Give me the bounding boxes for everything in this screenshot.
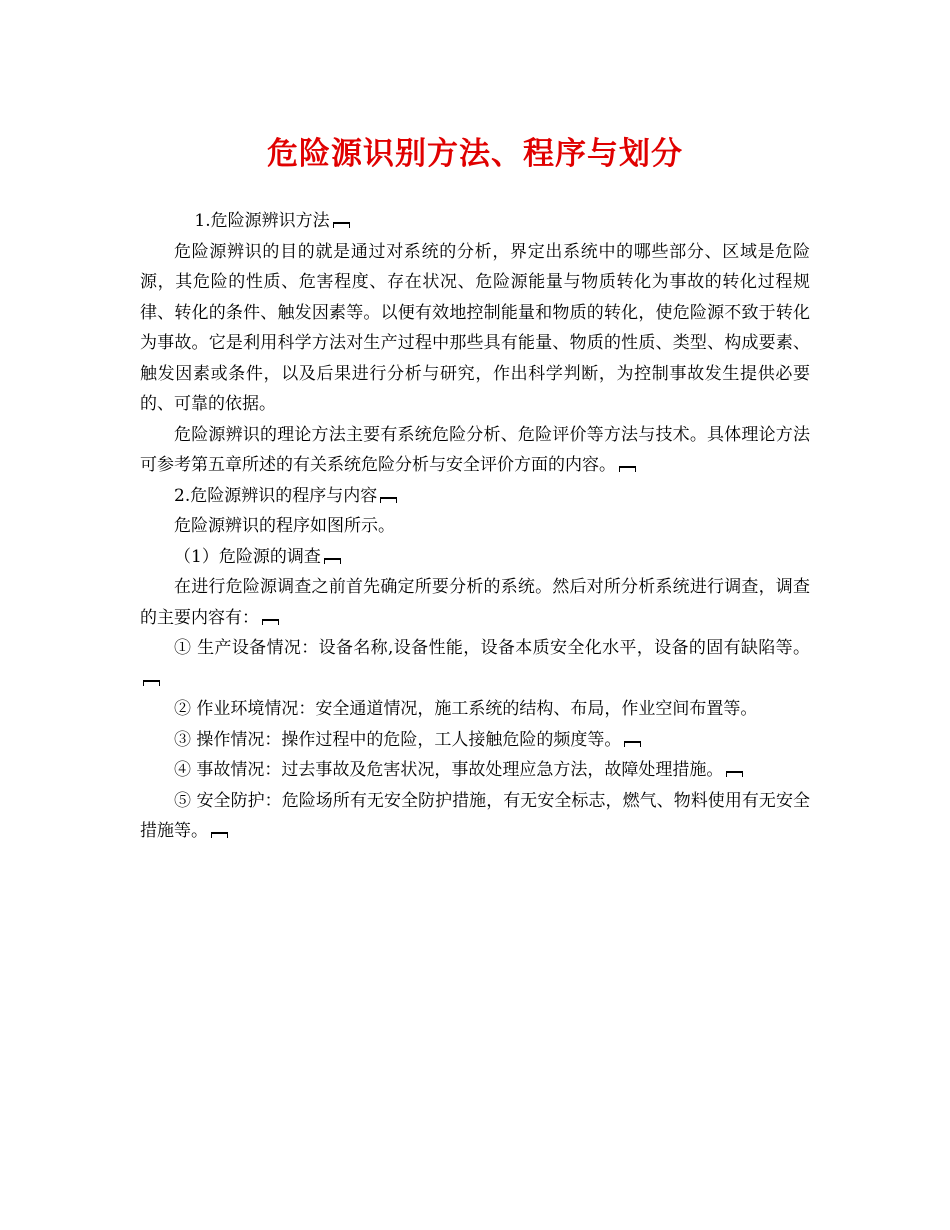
section-heading-2	[140, 481, 810, 512]
paragraph-text: 危险源辨识的理论方法主要有系统危险分析、危险评价等方法与技术。具体理论方法可参考第五章所述的有关系统危险分析与安全评价方面的内容。	[140, 424, 810, 475]
body-paragraph	[140, 511, 810, 542]
paragraph-text: 1.危险源辨识方法	[194, 211, 330, 231]
paragraph-text: ① 生产设备情况：设备名称,设备性能，设备本质安全化水平，设备的固有缺陷等。	[174, 638, 810, 658]
paragraph-text: 2.危险源辨识的程序与内容	[174, 485, 378, 506]
paragraph-text: ③ 操作情况：操作过程中的危险，工人接触危险的频度等。	[174, 729, 622, 750]
paragraph-mark-icon	[624, 741, 641, 747]
paragraph-text: 危险源辨识的目的就是通过对系统的分析，界定出系统中的哪些部分、区域是危险源，其危险的性质、危害程度、存在状况、危险源能量与物质转化为事故的转化过程规律、转化的条件、触发因素等。以便有效地控制能量和物质的转化，使危险源不致于转化为事故。它是利用科学方法对生产过程中那些具有能量、物质的性质、类型、构成要素、触发因素或条件，以及后果进行分析与研究，作出科学判断，为控制事故发生提供必要的、可靠的依据。	[140, 241, 810, 414]
list-item	[140, 694, 810, 725]
paragraph-text: 在进行危险源调查之前首先确定所要分析的系统。然后对所分析系统进行调查，调查的主要内容有：	[140, 577, 810, 628]
subsection-heading	[140, 542, 810, 573]
paragraph-mark-icon	[333, 222, 350, 228]
paragraph-text: ⑤ 安全防护：危险场所有无安全防护措施，有无安全标志，燃气、物料使用有无安全措施等。	[140, 790, 810, 841]
paragraph-mark-icon	[726, 771, 743, 777]
body-paragraph	[140, 237, 810, 420]
list-item	[140, 725, 810, 756]
paragraph-text: （1）危险源的调查	[174, 546, 321, 567]
paragraph-mark-icon	[211, 832, 228, 838]
section-heading-1	[140, 206, 810, 237]
body-paragraph	[140, 572, 810, 633]
paragraph-mark-icon	[380, 497, 397, 503]
document-title: 危险源识别方法、程序与划分	[267, 136, 683, 172]
paragraph-text: ④ 事故情况：过去事故及危害状况，事故处理应急方法，故障处理措施。	[174, 760, 724, 780]
paragraph-text: 危险源辨识的程序如图所示。	[174, 516, 395, 536]
paragraph-mark-icon	[143, 680, 160, 686]
document-body	[140, 206, 810, 847]
paragraph-mark-icon	[262, 619, 279, 625]
list-item	[140, 755, 810, 786]
paragraph-mark-icon	[324, 558, 341, 564]
paragraph-text: ② 作业环境情况：安全通道情况，施工系统的结构、布局，作业空间布置等。	[174, 699, 758, 719]
body-paragraph	[140, 420, 810, 481]
list-item	[140, 633, 810, 694]
paragraph-mark-icon	[619, 466, 636, 472]
list-item	[140, 786, 810, 847]
